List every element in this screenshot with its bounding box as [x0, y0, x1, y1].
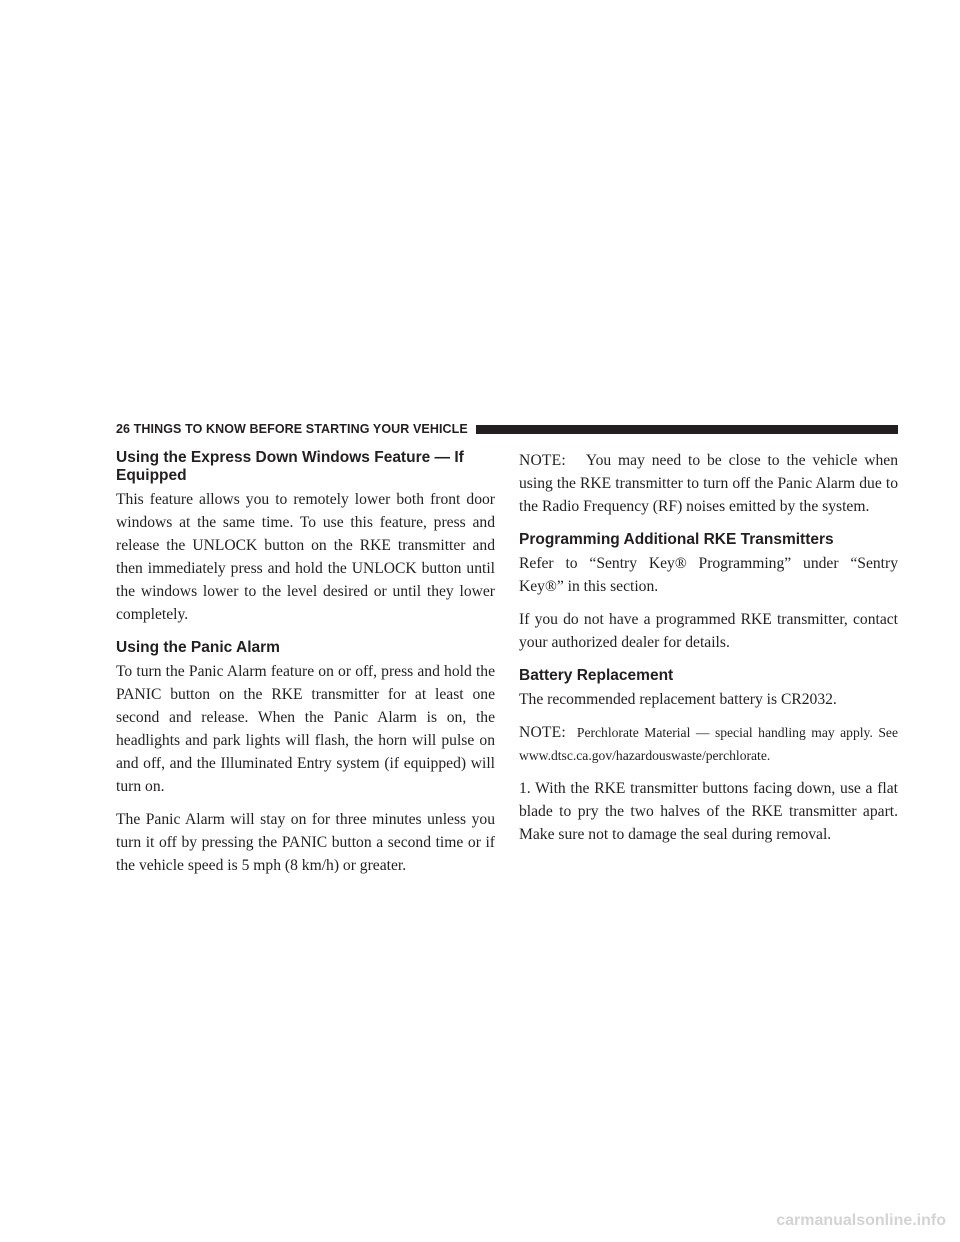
page-header	[116, 419, 898, 439]
paragraph-panic-alarm-1: To turn the Panic Alarm feature on or off, press and hold the PANIC button on the RKE transmitter for at least one second and release. When the Panic Alarm is on, the headlights and park lights will flash, the horn will pulse on and off, and the Illuminated Entry system (if equipped) will turn on.	[116, 663, 495, 795]
step-1-battery: 1. With the RKE transmitter buttons facing down, use a flat blade to pry the two halves of the RKE transmitter apart. Make sure not to damage the seal during removal.	[519, 780, 898, 843]
paragraph-programming-rke-2: If you do not have a programmed RKE transmitter, contact your authorized dealer for details.	[519, 611, 898, 651]
paragraph-express-down-windows: This feature allows you to remotely lower both front door windows at the same time. To use this feature, press and release the UNLOCK button on the RKE transmitter and then immediately press and hold the UNLOCK button until the windows lower to the level desired or until they lower completely.	[116, 491, 495, 623]
header-rule	[476, 425, 898, 434]
page-header-title: 26 THINGS TO KNOW BEFORE STARTING YOUR VEHICLE	[116, 422, 468, 436]
heading-express-down-windows: Using the Express Down Windows Feature — If Equipped	[116, 449, 464, 484]
note-perchlorate-label: NOTE:	[519, 724, 566, 741]
heading-battery-replacement: Battery Replacement	[519, 667, 674, 684]
paragraph-panic-alarm-2: The Panic Alarm will stay on for three minutes unless you turn it off by pressing the PANIC button a second time or if the vehicle speed is 5 mph (8 km/h) or greater.	[116, 811, 495, 874]
heading-panic-alarm: Using the Panic Alarm	[116, 639, 280, 656]
note-text: You may need to be close to the vehicle when using the RKE transmitter to turn off the Panic Alarm due to the Radio Frequency (RF) noises emitted by the system.	[519, 452, 898, 515]
note-perchlorate-text: Perchlorate Material — special handling may apply. See www.dtsc.ca.gov/hazardouswaste/perchlorate.	[519, 725, 898, 763]
paragraph-battery-replacement: The recommended replacement battery is CR2032.	[519, 691, 837, 708]
note-perchlorate	[519, 721, 898, 767]
watermark-logo: carmanualsonline.info	[776, 1212, 946, 1229]
right-column	[519, 449, 898, 846]
paragraph-programming-rke-1: Refer to “Sentry Key® Programming” under “Sentry Key®” in this section.	[519, 555, 898, 595]
note-panic-alarm	[519, 449, 898, 518]
note-label: NOTE:	[519, 452, 566, 469]
left-column	[116, 449, 495, 877]
heading-programming-rke: Programming Additional RKE Transmitters	[519, 531, 834, 548]
